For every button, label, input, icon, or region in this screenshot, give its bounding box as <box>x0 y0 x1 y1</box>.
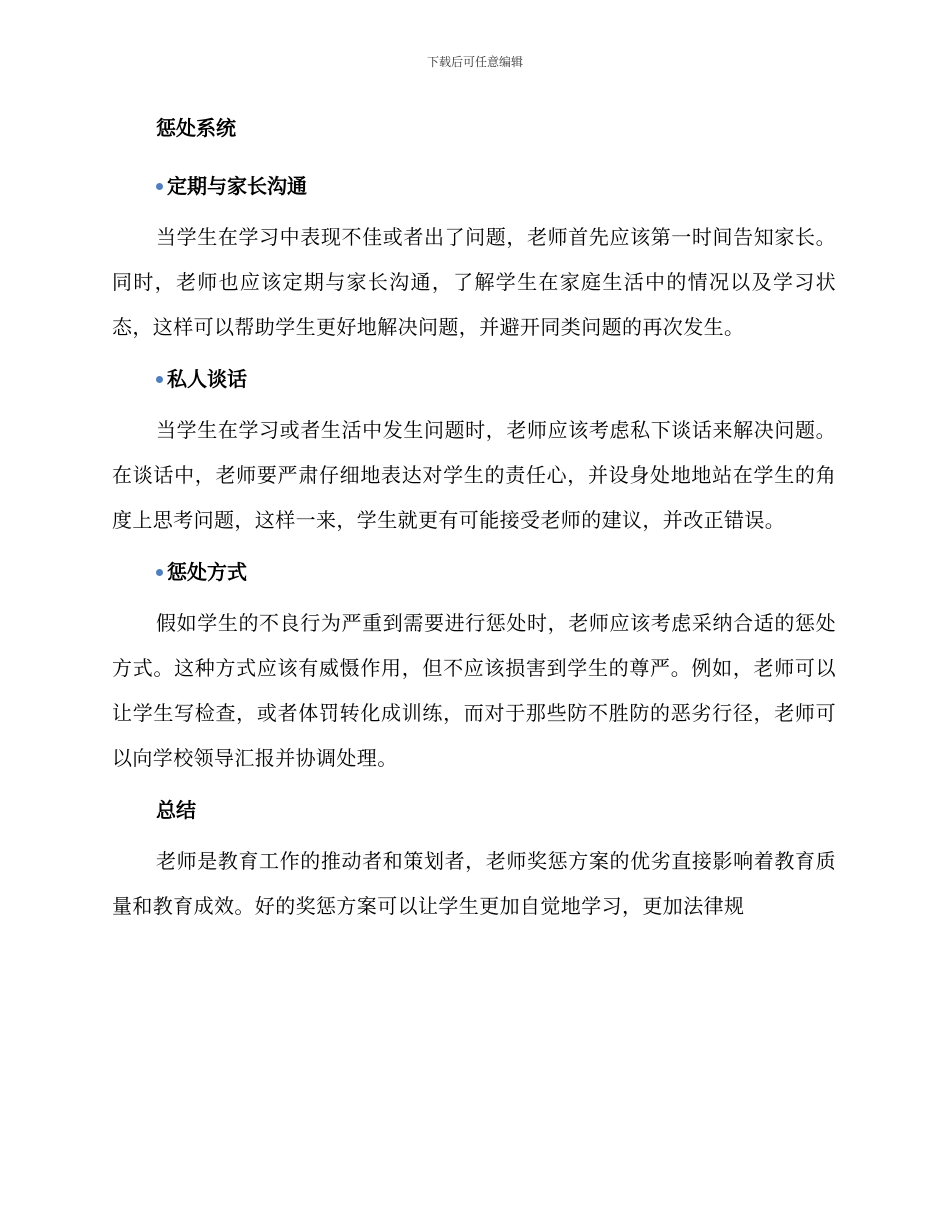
bullet-heading-label: 私人谈话 <box>167 367 247 391</box>
bullet-heading-private-talk <box>112 363 836 395</box>
bullet-heading-label: 惩处方式 <box>167 560 247 584</box>
bullet-dot-icon <box>156 376 163 383</box>
paragraph-punishment-method: 假如学生的不良行为严重到需要进行惩处时，老师应该考虑采纳合适的惩处方式。这种方式应该有威慑作用，但不应该损害到学生的尊严。例如，老师可以让学生写检查，或者体罚转化成训练，而对于那些防不胜防的恶劣行径，老师可以向学校领导汇报并协调处理。 <box>112 611 836 770</box>
bullet-heading-punishment-method <box>112 556 836 588</box>
paragraph-summary: 老师是教育工作的推动者和策划者，老师奖惩方案的优劣直接影响着教育质量和教育成效。好的奖惩方案可以让学生更加自觉地学习，更加法律规 <box>112 849 836 918</box>
bullet-heading-label: 定期与家长沟通 <box>167 174 307 198</box>
bullet-heading-parent-communication <box>112 170 836 202</box>
bullet-dot-icon <box>156 183 163 190</box>
paragraph-parent-communication: 当学生在学习中表现不佳或者出了问题，老师首先应该第一时间告知家长。同时，老师也应该定期与家长沟通，了解学生在家庭生活中的情况以及学习状态，这样可以帮助学生更好地解决问题，并避开同类问题的再次发生。 <box>112 225 836 339</box>
summary-title: 总结 <box>156 798 196 822</box>
page-header: 下载后可任意编辑 <box>426 55 523 69</box>
bullet-dot-icon <box>156 569 163 576</box>
document-body <box>112 112 836 942</box>
paragraph-private-talk: 当学生在学习或者生活中发生问题时，老师应该考虑私下谈话来解决问题。在谈话中，老师要严肃仔细地表达对学生的责任心，并设身处地地站在学生的角度上思考问题，这样一来，学生就更有可能接受老师的建议，并改正错误。 <box>112 418 836 532</box>
section-title: 惩处系统 <box>156 116 236 140</box>
